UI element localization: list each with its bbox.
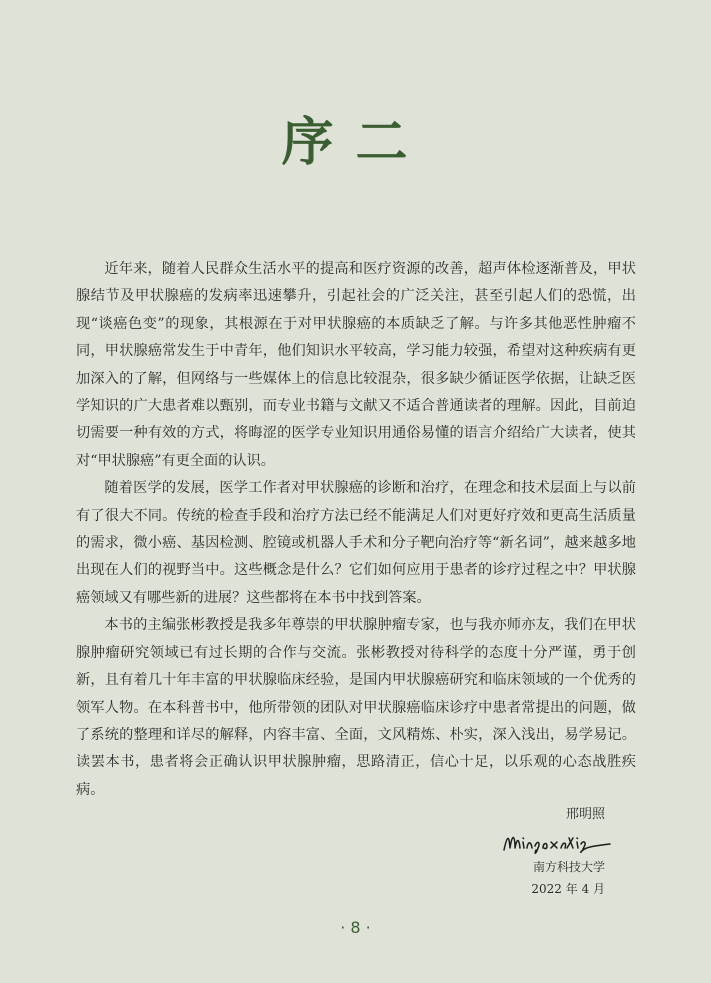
handwritten-signature bbox=[501, 830, 613, 856]
preface-body bbox=[76, 256, 636, 804]
paragraph-3: 本书的主编张彬教授是我多年尊崇的甲状腺肿瘤专家，也与我亦师亦友，我们在甲状腺肿瘤研究领域已有过长期的合作与交流。张彬教授对待科学的态度十分严谨，勇于创新，且有着几十年丰富的甲状腺临床经验，是国内甲状腺癌研究和临床领域的一个优秀的领军人物。在本科普书中，他所带领的团队对甲状腺癌临床诊疗中患者常提出的问题，做了系统的整理和详尽的解释，内容丰富、全面，文风精炼、朴实，深入浅出，易学易记。读罢本书，患者将会正确认识甲状腺肿瘤，思路清正，信心十足，以乐观的心态战胜疾病。 bbox=[76, 617, 636, 798]
page-number: · 8 · bbox=[340, 918, 371, 937]
page-title: 序二 bbox=[281, 113, 430, 173]
author-block bbox=[501, 804, 605, 900]
paragraph-1: 近年来，随着人民群众生活水平的提高和医疗资源的改善，超声体检逐渐普及，甲状腺结节及甲状腺癌的发病率迅速攀升，引起社会的广泛关注，甚至引起人们的恐慌，出现“谈癌色变”的现象，其根源在于对甲状腺癌的本质缺乏了解。与许多其他恶性肿瘤不同，甲状腺癌常发生于中青年，他们知识水平较高，学习能力较强，希望对这种疾病有更加深入的了解，但网络与一些媒体上的信息比较混杂，很多缺少循证医学依据，让缺乏医学知识的广大患者难以甄别，而专业书籍与文献又不适合普通读者的理解。因此，目前迫切需要一种有效的方式，将晦涩的医学专业知识用通俗易懂的语言介绍给广大读者，使其对“甲状腺癌”有更全面的认识。 bbox=[76, 261, 636, 469]
paragraph-2: 随着医学的发展，医学工作者对甲状腺癌的诊断和治疗，在理念和技术层面上与以前有了很大不同。传统的检查手段和治疗方法已经不能满足人们对更好疗效和更高生活质量的需求，微小癌、基因检测、腔镜或机器人手术和分子靶向治疗等“新名词”，越来越多地出现在人们的视野当中。这些概念是什么？它们如何应用于患者的诊疗过程之中？甲状腺癌领域又有哪些新的进展？这些都将在本书中找到答案。 bbox=[76, 480, 636, 606]
author-name: 邢明照 bbox=[565, 807, 605, 822]
author-date: 2022 年 4 月 bbox=[531, 882, 605, 896]
author-affiliation: 南方科技大学 bbox=[532, 860, 605, 874]
